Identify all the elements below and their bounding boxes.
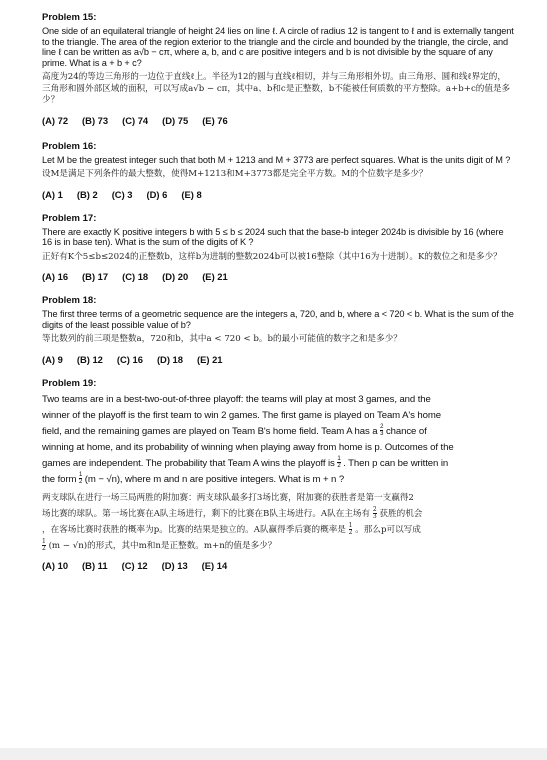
problem-title: Problem 18: xyxy=(42,295,97,306)
fraction-numerator: 2 xyxy=(372,505,377,513)
problem-statement-en: The first three terms of a geometric sequence are the integers a, 720, and b, where a < 720 < b. What is the sum of the digits of the least possible value of b? xyxy=(42,309,514,330)
statement-line xyxy=(42,456,514,472)
problem-statement-en: There are exactly K positive integers b with 5 ≤ b ≤ 2024 such that the base-b integer 2024b is divisible by 16 (where 16 is in base ten). What is the sum of the digits of K ? xyxy=(42,226,504,247)
fraction-one-half xyxy=(337,456,340,469)
fraction-two-thirds xyxy=(373,507,377,520)
statement-text: 。那么p可以写成 xyxy=(355,524,421,535)
choice-d: (D) 6 xyxy=(146,188,168,200)
choice-a: (A) 1 xyxy=(42,188,63,200)
fraction-two-thirds xyxy=(380,424,383,437)
statement-line: Two teams are in a best-two-out-of-three playoff: the teams will play at most 3 games, and the xyxy=(42,393,431,405)
answer-choices xyxy=(42,271,514,283)
statement-line xyxy=(42,424,514,440)
statement-line: winning at home, and its probability of winning when playing away from home is p. Outcomes of the xyxy=(42,441,454,453)
fraction-denominator: 3 xyxy=(372,512,377,520)
choice-e: (E) 21 xyxy=(202,271,228,282)
fraction-denominator: 2 xyxy=(42,544,46,552)
choice-e: (E) 76 xyxy=(202,114,228,126)
fraction-numerator: 1 xyxy=(337,456,341,463)
choice-c: (C) 74 xyxy=(122,114,149,126)
answer-choices xyxy=(42,115,514,127)
statement-text: . Then p can be written in xyxy=(343,457,449,469)
problem-statement-zh: 正好有K个5≤b≤2024的正整数b，这样b为进制的整数2024b可以被16整除（其中16为十进制）。K的数位之和是多少？ xyxy=(42,251,502,262)
problem-title: Problem 17: xyxy=(42,212,97,224)
statement-line xyxy=(42,522,514,538)
statement-text: ，在客场比赛时获胜的概率为p。比赛的结果是独立的。A队赢得季后赛的概率是 xyxy=(42,524,346,535)
problem-title: Problem 19: xyxy=(42,377,97,389)
problem-list xyxy=(42,12,514,572)
choice-e: (E) 8 xyxy=(181,188,202,200)
choice-d: (D) 75 xyxy=(162,114,189,126)
fraction-denominator: 2 xyxy=(78,479,83,486)
choice-a: (A) 10 xyxy=(42,559,69,571)
choice-a: (A) 16 xyxy=(42,271,69,282)
statement-text: 获胜的机会 xyxy=(379,508,423,519)
problem-17 xyxy=(42,213,514,284)
fraction-denominator: 3 xyxy=(380,431,384,438)
choice-c: (C) 3 xyxy=(111,188,133,200)
choice-a: (A) 72 xyxy=(42,114,69,126)
statement-text: (m − √n)的形式，其中m和n是正整数。m+n的值是多少？ xyxy=(48,540,277,551)
choice-b: (B) 2 xyxy=(76,188,98,200)
choice-d: (D) 20 xyxy=(162,271,189,282)
choice-b: (B) 17 xyxy=(82,271,109,282)
statement-line xyxy=(42,538,514,554)
page-bottom-band xyxy=(0,748,547,760)
choice-a: (A) 9 xyxy=(42,353,63,365)
problem-statement-zh xyxy=(42,490,514,554)
choice-c: (C) 18 xyxy=(122,271,149,282)
choice-e: (E) 21 xyxy=(196,353,223,365)
statement-text: games are independent. The probability that Team A wins the playoff is xyxy=(42,457,335,469)
statement-line xyxy=(42,506,514,522)
statement-text: the form xyxy=(42,473,77,485)
problem-statement-en: Let M be the greatest integer such that both M + 1213 and M + 3773 are perfect squares. What is the units digit of M ? xyxy=(42,154,511,165)
problem-15 xyxy=(42,12,514,127)
problem-statement-zh: 设M是满足下列条件的最大整数，使得M+1213和M+3773都是完全平方数。M的个位数字是多少？ xyxy=(42,169,428,179)
choice-c: (C) 16 xyxy=(116,353,143,365)
fraction-one-half xyxy=(79,472,82,485)
problem-19 xyxy=(42,378,514,572)
problem-title: Problem 16: xyxy=(42,140,97,152)
answer-choices xyxy=(42,354,514,366)
problem-statement-zh: 高度为24的等边三角形的一边位于直线ℓ上。半径为12的圆与直线ℓ相切，并与三角形相外切。由三角形、圆和线ℓ界定的，三角形和圆外部区域的面积，可以写成a√b − cπ，其中a、b和c是正整数，b不能被任何质数的平方整除。a+b+c的值是多少？ xyxy=(42,72,511,105)
choice-b: (B) 12 xyxy=(76,353,103,365)
fraction-numerator: 1 xyxy=(348,521,353,529)
problem-statement-en: One side of an equilateral triangle of height 24 lies on line ℓ. A circle of radius 12 is tangent to ℓ and is externally tangent to the triangle. The area of the region exterior to the triangle and the circle and bounded by the triangle, the circle, and line ℓ can be written as a√b − cπ, where a, b, and c are positive integers and b is not divisible by the square of any prime. What is a + b + c? xyxy=(42,26,514,68)
choice-b: (B) 73 xyxy=(82,114,109,126)
problem-statement-zh: 等比数列的前三项是整数a，720和b，其中a < 720 < b。b的最小可能值的数字之和是多少？ xyxy=(42,334,402,344)
fraction-denominator: 2 xyxy=(348,528,353,536)
statement-text: (m − √n), where m and n are positive integers. What is m + n ? xyxy=(84,473,345,485)
problem-18 xyxy=(42,295,514,366)
choice-b: (B) 11 xyxy=(82,559,108,571)
statement-text: chance of xyxy=(385,425,427,437)
fraction-numerator: 2 xyxy=(380,424,384,431)
fraction-one-half xyxy=(349,523,353,536)
statement-text: field, and the remaining games are played on Team B's home field. Team A has a xyxy=(42,425,378,437)
fraction-denominator: 2 xyxy=(337,463,341,470)
fraction-numerator: 1 xyxy=(78,472,83,479)
problem-16 xyxy=(42,141,514,201)
fraction-numerator: 1 xyxy=(42,537,46,545)
statement-line: 两支球队在进行一场三局两胜的附加赛：两支球队最多打3场比赛，附加赛的获胜者是第一支赢得2 xyxy=(42,492,414,503)
statement-line xyxy=(42,472,514,488)
choice-d: (D) 18 xyxy=(156,353,183,365)
problem-title: Problem 15: xyxy=(42,12,97,23)
statement-line: winner of the playoff is the first team to win 2 games. The first game is played on Team A's home xyxy=(42,409,442,421)
choice-c: (C) 12 xyxy=(121,559,148,571)
answer-choices xyxy=(42,560,514,572)
statement-text: 场比赛的球队。第一场比赛在A队主场进行，剩下的比赛在B队主场进行。A队在主场有 xyxy=(42,508,371,519)
choice-e: (E) 14 xyxy=(201,559,228,571)
answer-choices xyxy=(42,189,514,201)
choice-d: (D) 13 xyxy=(161,559,188,571)
problem-statement-en xyxy=(42,392,514,488)
fraction-one-half xyxy=(42,539,46,552)
